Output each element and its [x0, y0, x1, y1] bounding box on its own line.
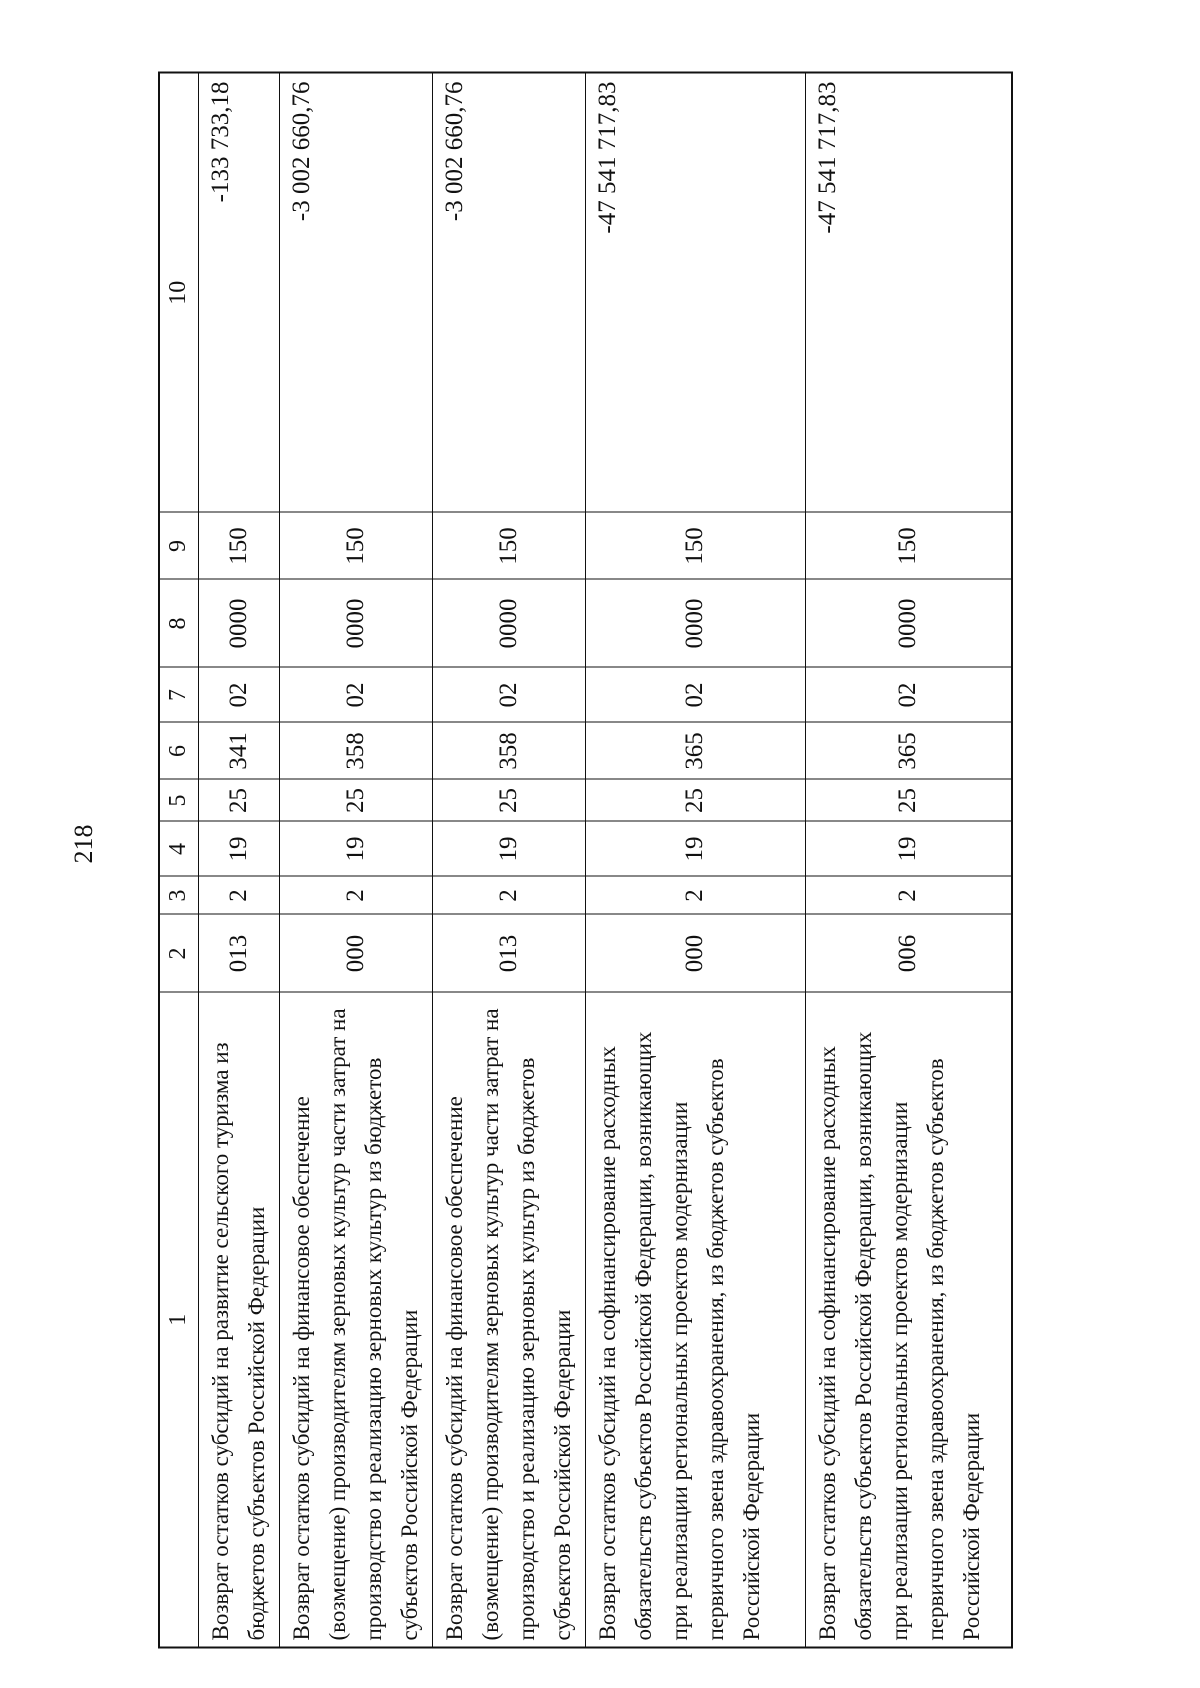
cell-admin-code: 000: [280, 915, 433, 993]
table-row: [433, 73, 586, 1648]
cell-element: 02: [433, 668, 586, 723]
row-description: Возврат остатков субсидий на софинансирование расходных обязательств субъектов Российской Федерации, возникающих при реализации региональных проектов модернизации первичного звена здравоохранения, из бюджетов субъектов Российской Федерации: [806, 993, 1012, 1648]
cell-amount: -47 541 717,83: [806, 73, 1012, 513]
header-col-9: 9: [159, 513, 199, 580]
cell-program: 0000: [199, 580, 280, 668]
cell-amount: -47 541 717,83: [586, 73, 806, 513]
row-description: Возврат остатков субсидий на финансовое обеспечение (возмещение) производителям зерновых культур части затрат на производство и реализацию зерновых культур из бюджетов субъектов Российской Федерации: [433, 993, 586, 1648]
header-col-10: 10: [159, 73, 199, 513]
cell-admin-code: 006: [806, 915, 1012, 993]
header-col-5: 5: [159, 780, 199, 822]
budget-table: [158, 72, 1013, 1649]
cell-group: 2: [586, 877, 806, 915]
header-col-8: 8: [159, 580, 199, 668]
cell-program: 0000: [280, 580, 433, 668]
cell-element: 02: [586, 668, 806, 723]
cell-admin-code: 013: [199, 915, 280, 993]
cell-program: 0000: [806, 580, 1012, 668]
cell-article: 25: [806, 780, 1012, 822]
header-col-7: 7: [159, 668, 199, 723]
cell-group: 2: [806, 877, 1012, 915]
header-col-2: 2: [159, 915, 199, 993]
table-row: [586, 73, 806, 1648]
table-row: [199, 73, 280, 1648]
cell-article: 25: [433, 780, 586, 822]
header-col-1: 1: [159, 993, 199, 1648]
cell-program: 0000: [586, 580, 806, 668]
row-description: Возврат остатков субсидий на финансовое обеспечение (возмещение) производителям зерновых культур части затрат на производство и реализацию зерновых культур из бюджетов субъектов Российской Федерации: [280, 993, 433, 1648]
table-row: [806, 73, 1012, 1648]
cell-subarticle: 365: [586, 723, 806, 780]
table-row: [280, 73, 433, 1648]
cell-admin-code: 013: [433, 915, 586, 993]
cell-economic-code: 150: [280, 513, 433, 580]
cell-article: 25: [199, 780, 280, 822]
row-description: Возврат остатков субсидий на развитие сельского туризма из бюджетов субъектов Российской Федерации: [199, 993, 280, 1648]
header-col-4: 4: [159, 822, 199, 877]
header-col-6: 6: [159, 723, 199, 780]
cell-subgroup: 19: [280, 822, 433, 877]
cell-subgroup: 19: [586, 822, 806, 877]
header-row: [159, 73, 199, 1648]
cell-economic-code: 150: [199, 513, 280, 580]
header-col-3: 3: [159, 877, 199, 915]
cell-group: 2: [280, 877, 433, 915]
budget-table-container: [158, 74, 998, 1649]
cell-economic-code: 150: [586, 513, 806, 580]
cell-subarticle: 358: [280, 723, 433, 780]
cell-article: 25: [280, 780, 433, 822]
cell-amount: -3 002 660,76: [433, 73, 586, 513]
cell-admin-code: 000: [586, 915, 806, 993]
cell-element: 02: [280, 668, 433, 723]
cell-article: 25: [586, 780, 806, 822]
cell-subgroup: 19: [806, 822, 1012, 877]
cell-subgroup: 19: [433, 822, 586, 877]
cell-element: 02: [806, 668, 1012, 723]
cell-subarticle: 365: [806, 723, 1012, 780]
cell-amount: -133 733,18: [199, 73, 280, 513]
page-number: 218: [69, 824, 98, 864]
cell-economic-code: 150: [806, 513, 1012, 580]
row-description: Возврат остатков субсидий на софинансирование расходных обязательств субъектов Российской Федерации, возникающих при реализации региональных проектов модернизации первичного звена здравоохранения, из бюджетов субъектов Российской Федерации: [586, 993, 806, 1648]
cell-program: 0000: [433, 580, 586, 668]
cell-group: 2: [199, 877, 280, 915]
cell-subarticle: 358: [433, 723, 586, 780]
cell-amount: -3 002 660,76: [280, 73, 433, 513]
cell-group: 2: [433, 877, 586, 915]
cell-subgroup: 19: [199, 822, 280, 877]
cell-element: 02: [199, 668, 280, 723]
cell-economic-code: 150: [433, 513, 586, 580]
cell-subarticle: 341: [199, 723, 280, 780]
